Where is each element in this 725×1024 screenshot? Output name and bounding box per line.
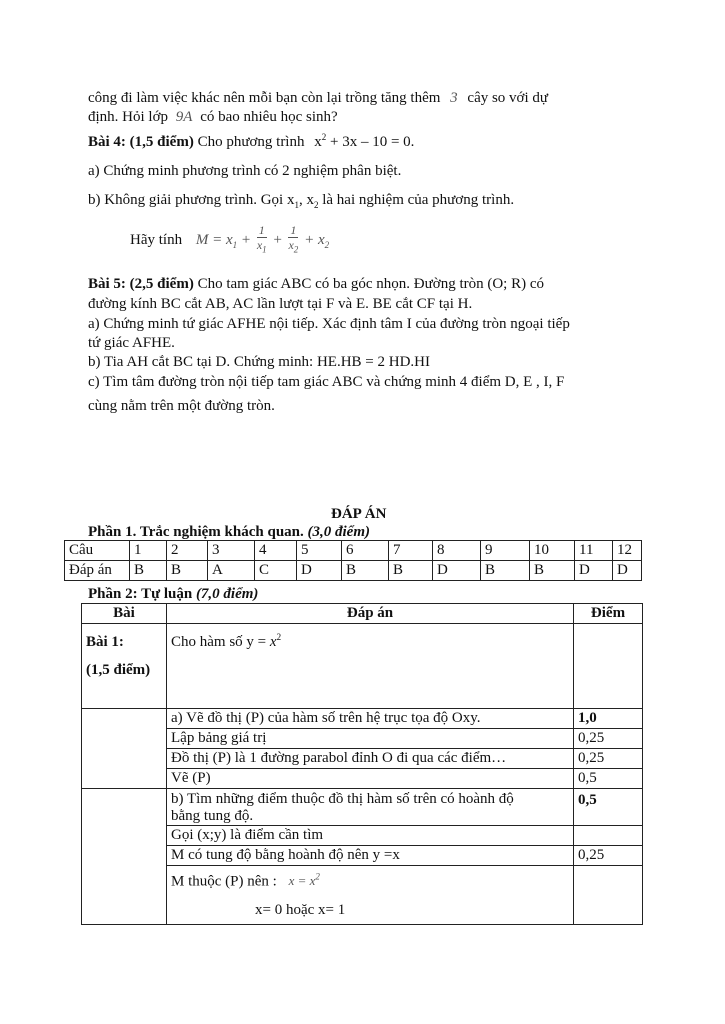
bai5-line <box>88 274 544 294</box>
part2-title <box>88 584 258 604</box>
bai1-exp: 2 <box>276 632 282 642</box>
frac-den: x <box>256 238 263 253</box>
bai4-equation <box>314 134 414 150</box>
frac-num: 1 <box>290 223 297 238</box>
empty-score-cell <box>574 826 643 846</box>
question-number: 12 <box>613 541 642 561</box>
question-number: 4 <box>255 541 297 561</box>
text: b) Không giải phương trình. Gọi x <box>88 192 295 208</box>
question-number: 2 <box>167 541 208 561</box>
answer-text: Gọi (x;y) là điểm cần tìm <box>167 826 574 846</box>
fraction-1 <box>257 224 267 256</box>
bai1-points: (1,5 điểm) <box>86 662 151 678</box>
formula-sub: 1 <box>232 240 238 250</box>
answer-letter: D <box>297 561 342 581</box>
answer-row <box>82 846 643 866</box>
bai5-line: cùng nằm trên một đường tròn. <box>88 398 275 414</box>
text: , x <box>298 192 314 208</box>
header-row <box>82 604 643 624</box>
part1-heading: Phần 1. Trắc nghiệm khách quan. <box>88 524 304 540</box>
score: 0,25 <box>574 749 643 769</box>
part1-title <box>88 522 370 542</box>
bai1-intro-cell <box>167 624 574 709</box>
answer-letter: B <box>389 561 433 581</box>
question-number: 11 <box>575 541 613 561</box>
bai4-part-b <box>88 190 514 215</box>
problem-text-line <box>88 88 548 108</box>
formula-sub: 2 <box>324 240 330 250</box>
answer-row <box>82 709 643 729</box>
sub: 1 <box>294 200 299 210</box>
bai1-fn: x <box>269 634 277 650</box>
answer-row <box>82 866 643 925</box>
compute-label: Hãy tính <box>130 232 183 248</box>
answer-row <box>82 749 643 769</box>
answer-letter: B <box>530 561 575 581</box>
text: công đi làm việc khác nên mỗi bạn còn lại trồng tăng thêm <box>88 90 441 106</box>
row-label: Câu <box>65 541 130 561</box>
eq-x: x <box>314 134 322 150</box>
bai1-intro: Cho hàm số y = <box>171 634 270 650</box>
formula-m <box>195 223 330 255</box>
question-number: 5 <box>297 541 342 561</box>
answer-letter: A <box>208 561 255 581</box>
answer-row <box>82 729 643 749</box>
frac-den-sub: 1 <box>262 244 267 255</box>
answer-row <box>82 789 643 826</box>
math-class: 9A <box>175 109 193 125</box>
question-number: 3 <box>208 541 255 561</box>
empty-score-cell <box>574 624 643 709</box>
answer-row <box>82 826 643 846</box>
score: 0,25 <box>574 846 643 866</box>
bai4-heading <box>88 127 414 152</box>
text: cây so với dự <box>467 90 549 106</box>
answer-text: a) Vẽ đồ thị (P) của hàm số trên hệ trục tọa độ Oxy. <box>167 709 574 729</box>
question-number: 10 <box>530 541 575 561</box>
bai4-part-a: a) Chứng minh phương trình có 2 nghiệm phân biệt. <box>88 163 402 179</box>
answer-row <box>82 769 643 789</box>
part2-points: (7,0 điểm) <box>195 586 259 602</box>
question-number: 6 <box>342 541 389 561</box>
essay-answer-table <box>81 603 643 925</box>
bai5-line: a) Chứng minh tứ giác AFHE nội tiếp. Xác định tâm I của đường tròn ngoại tiếp <box>88 316 570 332</box>
empty-score-cell <box>574 866 643 925</box>
math-expr: x = x <box>288 873 316 889</box>
eq-exp: 2 <box>321 132 327 142</box>
bai5-line: tứ giác AFHE. <box>88 335 175 351</box>
multiple-choice-table <box>64 540 642 581</box>
frac-den: x <box>288 238 294 253</box>
frac-num: 1 <box>258 223 265 238</box>
answer-text-line: b) Tìm những điểm thuộc đồ thị hàm số trên có hoành độ <box>171 791 514 807</box>
answer-letter: B <box>342 561 389 581</box>
answer-letter: D <box>433 561 481 581</box>
formula-plus: + <box>240 232 251 248</box>
answer-letter: B <box>167 561 208 581</box>
empty-bai-cell <box>82 789 167 925</box>
answer-letter: B <box>481 561 530 581</box>
question-row <box>65 541 642 561</box>
sub: 2 <box>313 200 319 210</box>
frac-den-sub: 2 <box>293 244 299 255</box>
answer-text: Vẽ (P) <box>167 769 574 789</box>
bai5-line: b) Tia AH cắt BC tại D. Chứng minh: HE.HB = 2 HD.HI <box>88 354 431 370</box>
answer-letter: D <box>575 561 613 581</box>
bai5-line: c) Tìm tâm đường tròn nội tiếp tam giác ABC và chứng minh 4 điểm D, E , I, F <box>88 374 565 390</box>
answer-math <box>289 873 320 888</box>
bai4-title: Bài 4: (1,5 điểm) <box>88 134 194 150</box>
problem-text-line <box>88 107 338 127</box>
part2-heading: Phần 2: Tự luận <box>88 586 193 602</box>
answer-text <box>167 866 574 925</box>
fraction-2 <box>288 224 298 256</box>
header-bai: Bài <box>82 604 167 624</box>
answer-letter: D <box>613 561 642 581</box>
header-diem: Điểm <box>574 604 643 624</box>
bai5-title: Bài 5: (2,5 điểm) <box>88 276 194 292</box>
part1-points: (3,0 điểm) <box>307 524 370 540</box>
answer-text: Lập bảng giá trị <box>167 729 574 749</box>
answer-text-line: bằng tung độ. <box>171 808 254 824</box>
formula-tail: + x <box>304 232 325 248</box>
bai4-compute <box>130 220 329 265</box>
formula-plus: + <box>272 232 283 248</box>
score: 0,5 <box>574 769 643 789</box>
answer-text: M có tung độ bằng hoành độ nên y =x <box>167 846 574 866</box>
bai4-intro: Cho phương trình <box>197 134 305 150</box>
answer-row <box>65 561 642 581</box>
bai1-cell <box>82 624 167 709</box>
answer-label: M thuộc (P) nên : <box>171 873 277 890</box>
question-number: 1 <box>130 541 167 561</box>
math-exp: 2 <box>315 872 320 882</box>
math-number: 3 <box>450 90 458 106</box>
row-label: Đáp án <box>65 561 130 581</box>
answer-text: Đồ thị (P) là 1 đường parabol đỉnh O đi qua các điểm… <box>167 749 574 769</box>
answer-text <box>167 789 574 826</box>
text: định. Hỏi lớp <box>88 109 169 125</box>
score: 1,0 <box>574 709 643 729</box>
bai5-line: đường kính BC cắt AB, AC lần lượt tại F và E. BE cắt CF tại H. <box>88 296 473 312</box>
eq-rest: + 3x – 10 = 0. <box>329 134 415 150</box>
question-number: 9 <box>481 541 530 561</box>
answer-letter: C <box>255 561 297 581</box>
bai1-label: Bài 1: <box>86 634 124 650</box>
score: 0,25 <box>574 729 643 749</box>
answer-title: ĐÁP ÁN <box>331 506 387 522</box>
score: 0,5 <box>574 789 643 826</box>
formula-lhs: M = x <box>195 232 233 248</box>
text: có bao nhiêu học sinh? <box>200 109 338 125</box>
text: là hai nghiệm của phương trình. <box>318 192 515 208</box>
empty-bai-cell <box>82 709 167 789</box>
question-number: 7 <box>389 541 433 561</box>
bai1-intro-row <box>82 624 643 709</box>
header-dapan: Đáp án <box>167 604 574 624</box>
answer-letter: B <box>130 561 167 581</box>
answer-result: x= 0 hoặc x= 1 <box>255 902 346 919</box>
text: Cho tam giác ABC có ba góc nhọn. Đường tròn (O; R) có <box>197 276 545 292</box>
question-number: 8 <box>433 541 481 561</box>
